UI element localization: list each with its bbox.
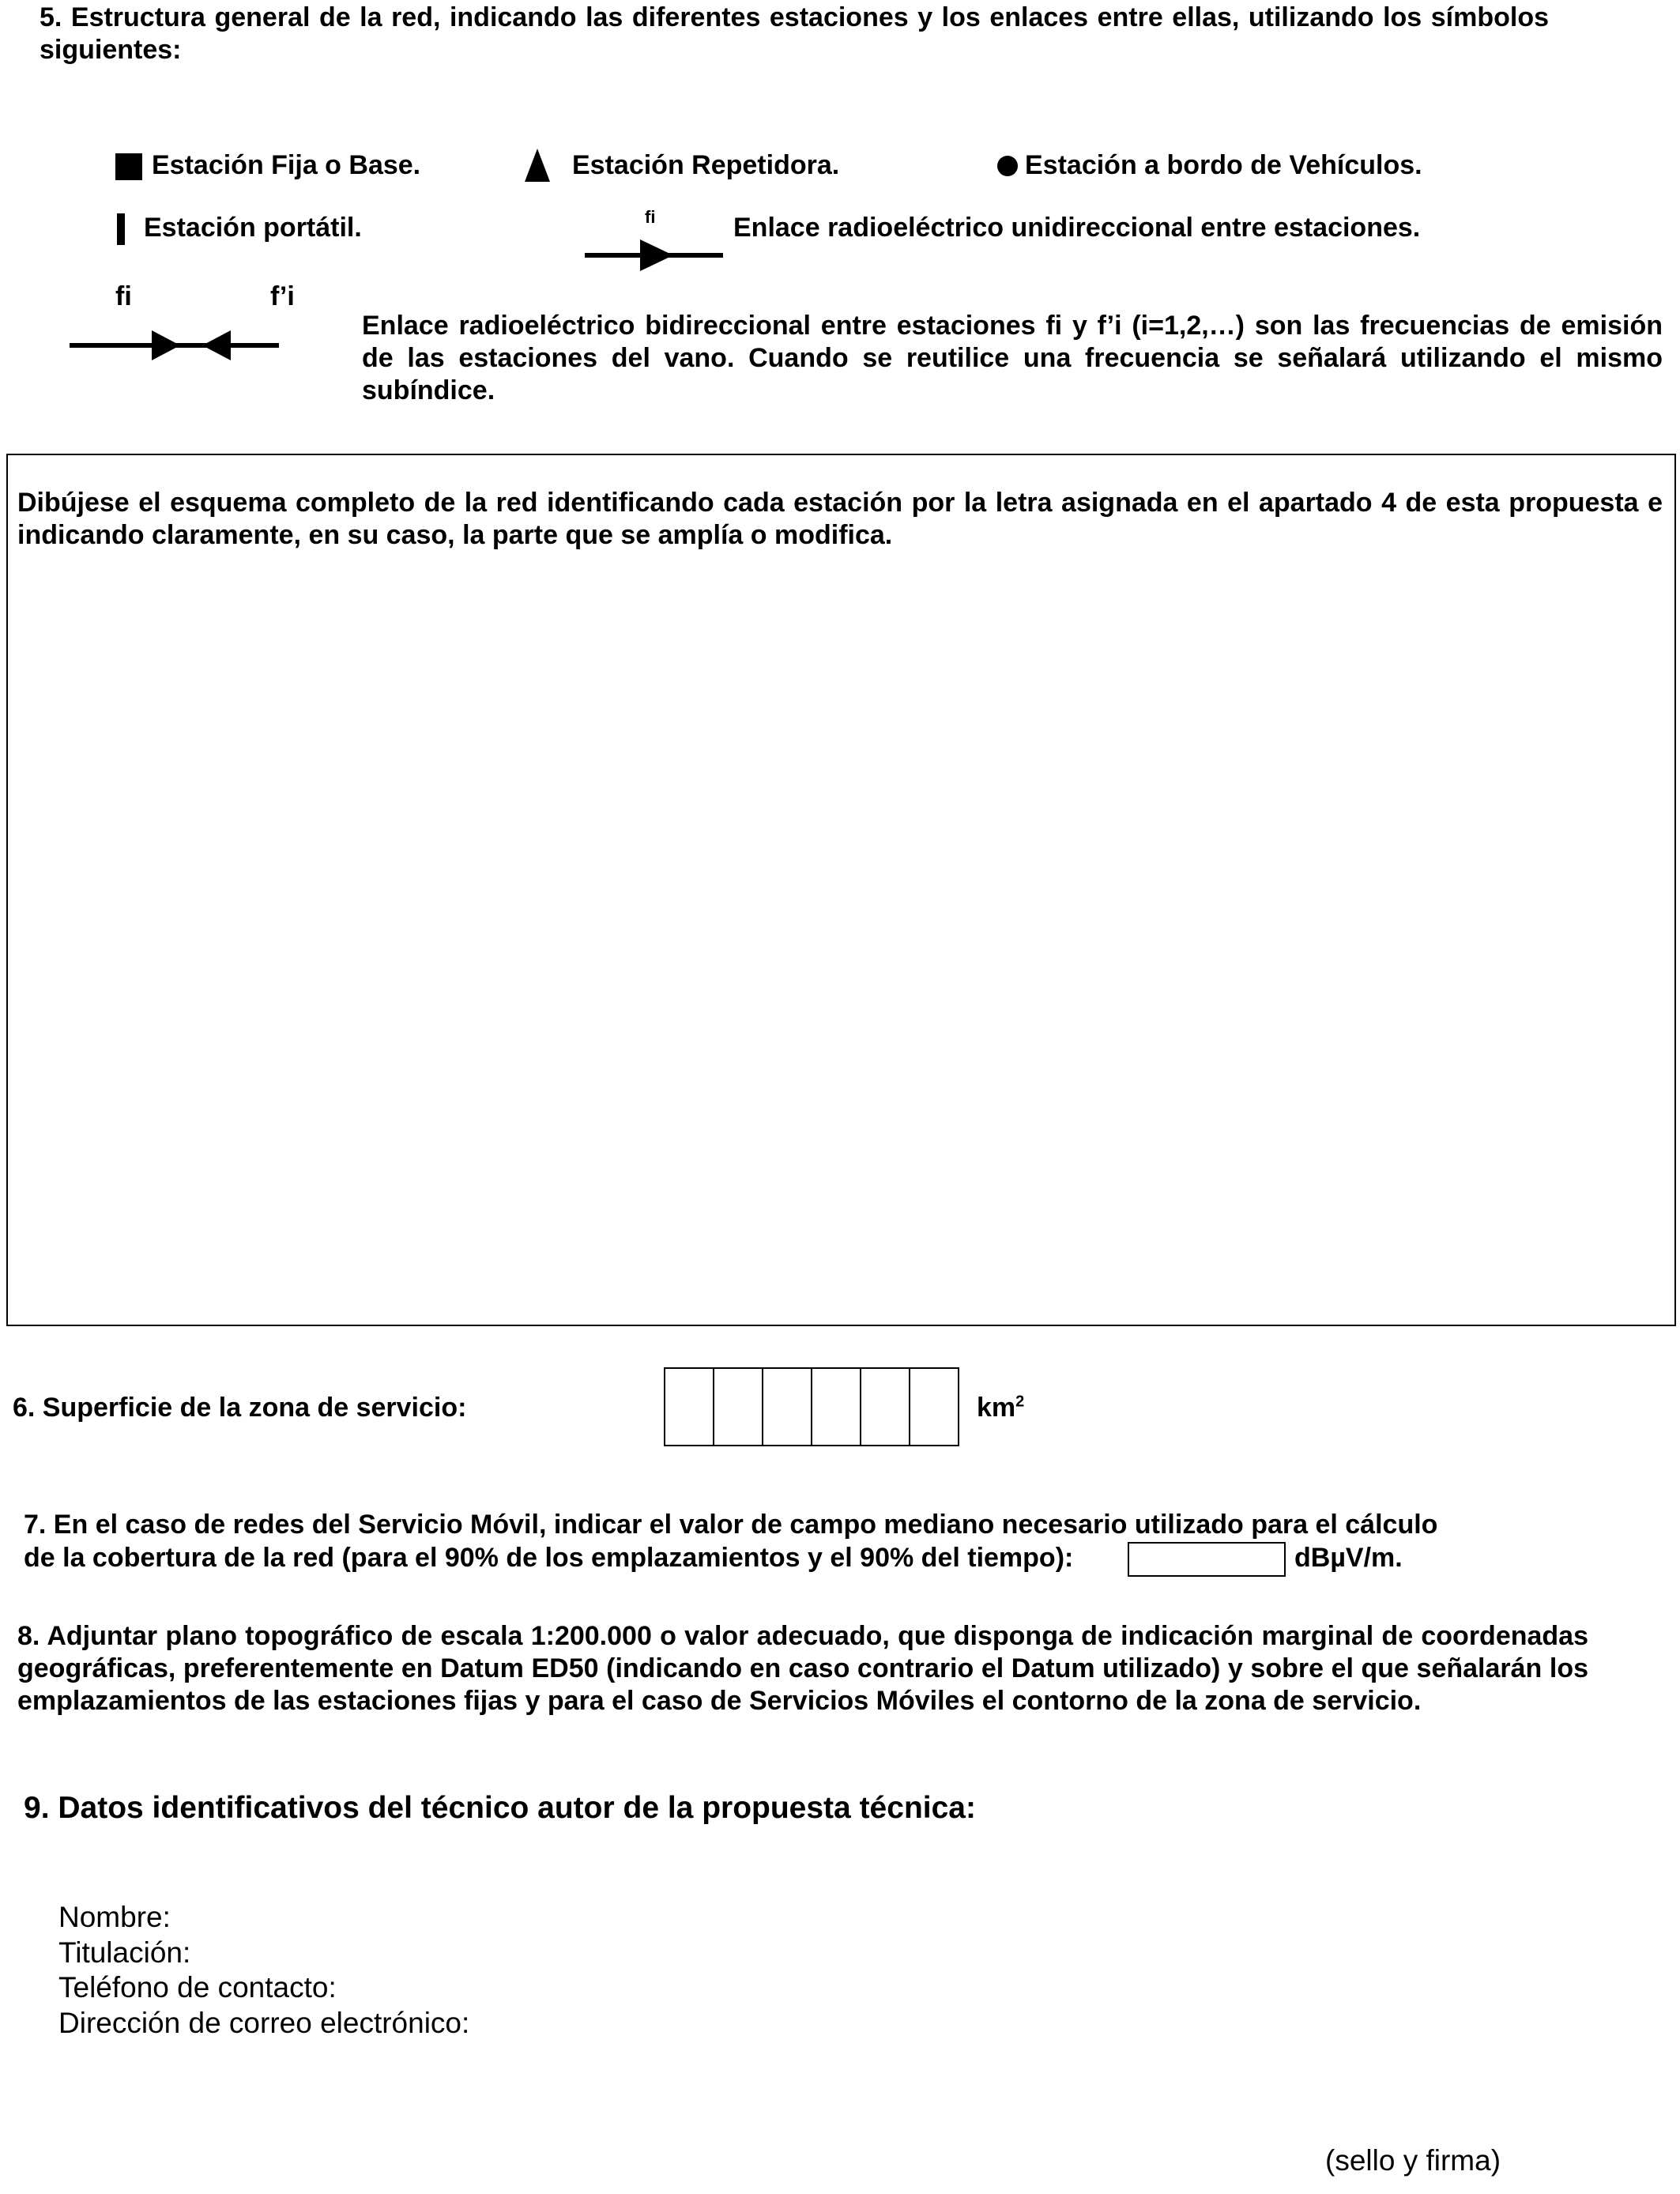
section-7-unit: dBµV/m. <box>1294 1543 1403 1573</box>
service-area-digit-2[interactable] <box>713 1367 763 1446</box>
qualification-field-label: Titulación: <box>58 1936 191 1969</box>
legend-repeater-station: Estación Repetidora. <box>572 150 840 180</box>
median-field-strength-input[interactable] <box>1128 1542 1286 1577</box>
repeater-station-symbol-icon <box>525 149 550 182</box>
section-6-unit-exponent: 2 <box>1015 1393 1025 1411</box>
section-6-unit-base: km <box>977 1393 1016 1423</box>
section-7-line-2: de la cobertura de la red (para el 90% de los emplazamientos y el 90% del tiempo): <box>24 1543 1074 1573</box>
service-area-digit-1[interactable] <box>664 1367 714 1446</box>
section-7-line-1: 7. En el caso de redes del Servicio Móvil, indicar el valor de campo mediano necesario utilizado para el cálculo <box>24 1510 1438 1540</box>
legend-bidirectional-link: Enlace radioeléctrico bidireccional entre estaciones fi y f’i (i=1,2,…) son las frecuencias de emisión de las estaciones del vano. Cuando se reutilice una frecuencia se señalará utilizando el mismo subíndice. <box>362 311 1663 405</box>
fixed-station-symbol-icon <box>115 153 142 180</box>
portable-station-symbol-icon <box>117 213 125 245</box>
legend-unidirectional-link: Enlace radioeléctrico unidireccional entre estaciones. <box>733 213 1421 243</box>
bidirectional-frequency-right-label: f’i <box>270 281 295 311</box>
service-area-digit-boxes <box>664 1367 959 1446</box>
service-area-digit-6[interactable] <box>909 1367 959 1446</box>
section-9-heading: 9. Datos identificativos del técnico autor de la propuesta técnica: <box>24 1791 976 1825</box>
section-6-label: 6. Superficie de la zona de servicio: <box>13 1393 467 1423</box>
name-field-label: Nombre: <box>58 1901 171 1933</box>
phone-field-label: Teléfono de contacto: <box>58 1971 337 2004</box>
unidirectional-frequency-label: fi <box>645 207 656 227</box>
signature-label: (sello y firma) <box>1325 2144 1501 2177</box>
legend-portable-station: Estación portátil. <box>144 213 362 243</box>
legend-vehicle-station: Estación a bordo de Vehículos. <box>1025 150 1422 180</box>
bidirectional-frequency-left-label: fi <box>115 281 132 311</box>
section-5-heading: 5. Estructura general de la red, indicando las diferentes estaciones y los enlaces entre ellas, utilizando los símbolos siguientes: <box>40 2 1549 65</box>
section-8-text: 8. Adjuntar plano topográfico de escala 1:200.000 o valor adecuado, que disponga de indicación marginal de coordenadas geográficas, preferentemente en Datum ED50 (indicando en caso contrario el Datum utilizado) y sobre el que señalarán los emplazamientos de las estaciones fijas y para el caso de Servicios Móviles el contorno de la zona de servicio. <box>17 1621 1588 1716</box>
technician-fields <box>58 1900 469 2041</box>
section-6-unit <box>977 1392 1024 1424</box>
vehicle-station-symbol-icon <box>997 156 1018 176</box>
service-area-digit-5[interactable] <box>860 1367 910 1446</box>
bidirectional-link-arrow-icon <box>70 326 279 365</box>
service-area-digit-3[interactable] <box>762 1367 812 1446</box>
legend-fixed-station: Estación Fija o Base. <box>152 150 421 180</box>
unidirectional-link-arrow-icon <box>585 236 723 275</box>
email-field-label: Dirección de correo electrónico: <box>58 2006 470 2039</box>
drawing-instruction: Dibújese el esquema completo de la red identificando cada estación por la letra asignada en el apartado 4 de esta propuesta e indicando claramente, en su caso, la parte que se amplía o modifica. <box>17 488 1663 550</box>
network-diagram-area[interactable] <box>6 454 1676 1326</box>
service-area-digit-4[interactable] <box>811 1367 861 1446</box>
